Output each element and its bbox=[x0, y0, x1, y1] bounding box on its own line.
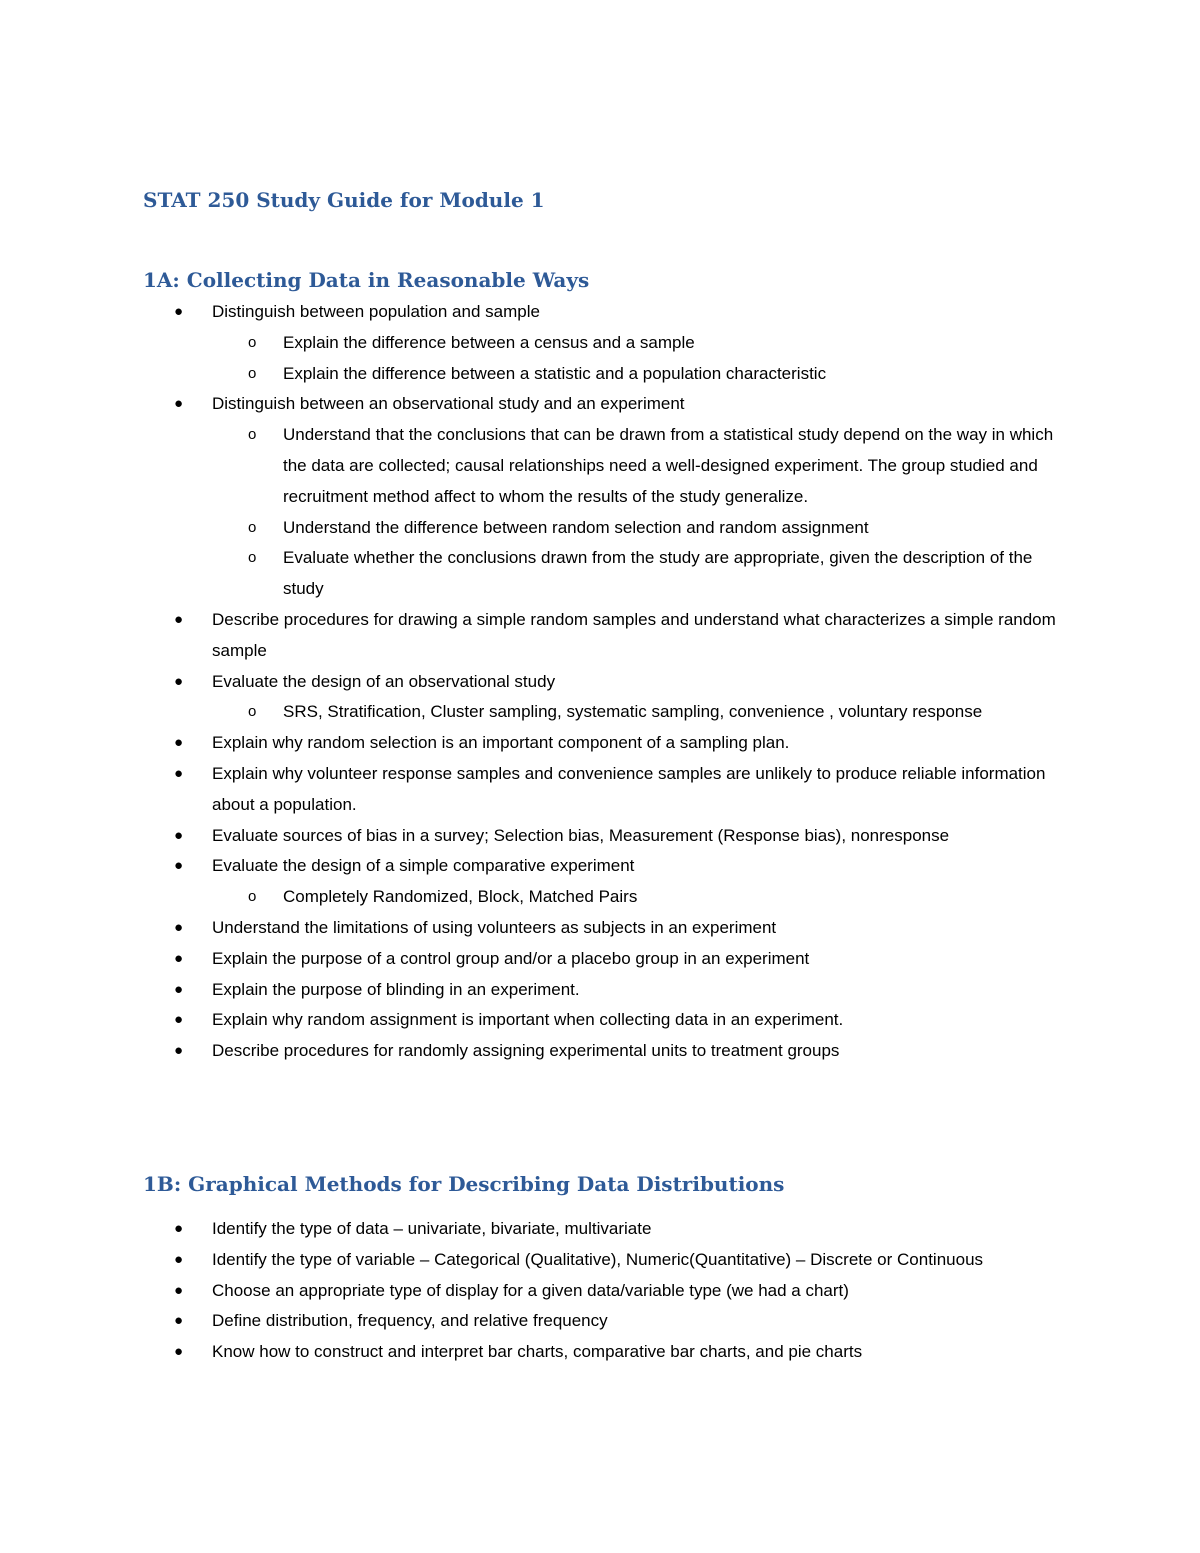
list-item bbox=[0, 1214, 1062, 1245]
sub-list-item bbox=[0, 359, 1062, 390]
bullet-icon: ● bbox=[174, 980, 184, 998]
list-item bbox=[0, 851, 1062, 882]
list-item-text: Explain the purpose of a control group and/or a placebo group in an experiment bbox=[212, 948, 810, 968]
bullet-icon: ● bbox=[174, 1011, 184, 1029]
list-item-text: Evaluate the design of an observational study bbox=[212, 671, 556, 691]
list-item bbox=[0, 297, 1062, 328]
list-item-text: Understand that the conclusions that can be drawn from a statistical study depend on the way in which the data are collected; causal relationships need a well-designed experiment. The group studied and recruitment method affect to whom the results of the study generalize. bbox=[283, 425, 1054, 506]
list-item-text: Describe procedures for drawing a simple random samples and understand what characterizes a simple random sample bbox=[212, 609, 1056, 660]
list-item-text: Explain the difference between a statistic and a population characteristic bbox=[283, 363, 827, 383]
bullet-icon: ● bbox=[174, 826, 184, 844]
bullet-icon: ● bbox=[174, 610, 184, 628]
list-item-text: Distinguish between an observational study and an experiment bbox=[212, 394, 685, 414]
list-item bbox=[0, 821, 1062, 852]
bullet-icon: ● bbox=[174, 1220, 184, 1237]
section-1b-list bbox=[0, 1214, 1062, 1368]
bullet-icon: ● bbox=[174, 918, 184, 936]
bullet-icon: ● bbox=[174, 1343, 184, 1361]
list-item-text: SRS, Stratification, Cluster sampling, systematic sampling, convenience , voluntary response bbox=[283, 702, 983, 722]
sub-list-item bbox=[0, 328, 1062, 359]
sub-bullet-icon: o bbox=[248, 703, 257, 721]
list-item-text: Evaluate sources of bias in a survey; Selection bias, Measurement (Response bias), nonresponse bbox=[212, 825, 950, 845]
list-item bbox=[0, 1306, 1062, 1337]
list-item bbox=[0, 1337, 1062, 1368]
bullet-icon: ● bbox=[174, 764, 184, 782]
list-item-text: Choose an appropriate type of display for a given data/variable type (we had a chart) bbox=[212, 1280, 849, 1300]
list-item-text: Identify the type of data – univariate, bivariate, multivariate bbox=[212, 1219, 652, 1238]
bullet-icon: ● bbox=[174, 949, 184, 967]
sub-bullet-icon: o bbox=[248, 426, 257, 444]
document-title: STAT 250 Study Guide for Module 1 bbox=[143, 188, 545, 212]
sub-list-item bbox=[0, 697, 1062, 728]
section-1a-list bbox=[0, 297, 1062, 1067]
sub-bullet-icon: o bbox=[248, 364, 257, 382]
sub-bullet-icon: o bbox=[248, 549, 257, 567]
bullet-icon: ● bbox=[174, 303, 184, 320]
list-item-text: Explain why random selection is an important component of a sampling plan. bbox=[212, 733, 790, 753]
sub-bullet-icon: o bbox=[248, 888, 257, 906]
sub-list-item bbox=[0, 513, 1062, 544]
list-item bbox=[0, 1005, 1062, 1036]
list-item bbox=[0, 975, 1062, 1006]
bullet-icon: ● bbox=[174, 1250, 184, 1268]
list-item bbox=[0, 759, 1062, 821]
list-item-text: Describe procedures for randomly assigning experimental units to treatment groups bbox=[212, 1041, 840, 1061]
sub-list-item bbox=[0, 882, 1062, 913]
bullet-icon: ● bbox=[174, 1042, 184, 1060]
section-1a-title: 1A: Collecting Data in Reasonable Ways bbox=[143, 268, 590, 292]
bullet-icon: ● bbox=[174, 734, 184, 752]
list-item-text: Know how to construct and interpret bar charts, comparative bar charts, and pie charts bbox=[212, 1342, 863, 1362]
list-item-text: Define distribution, frequency, and relative frequency bbox=[212, 1311, 608, 1331]
bullet-icon: ● bbox=[174, 1281, 184, 1299]
list-item bbox=[0, 1245, 1062, 1276]
list-item-text: Completely Randomized, Block, Matched Pairs bbox=[283, 887, 638, 907]
list-item bbox=[0, 728, 1062, 759]
list-item bbox=[0, 1036, 1062, 1067]
sub-bullet-icon: o bbox=[248, 518, 257, 536]
list-item bbox=[0, 1276, 1062, 1307]
list-item bbox=[0, 667, 1062, 698]
list-item-text: Explain the difference between a census and a sample bbox=[283, 332, 695, 352]
list-item bbox=[0, 944, 1062, 975]
bullet-icon: ● bbox=[174, 1312, 184, 1330]
sub-list-item bbox=[0, 420, 1062, 512]
bullet-icon: ● bbox=[174, 857, 184, 875]
bullet-icon: ● bbox=[174, 395, 184, 413]
bullet-icon: ● bbox=[174, 672, 184, 690]
sub-bullet-icon: o bbox=[248, 333, 257, 351]
list-item-text: Distinguish between population and sample bbox=[212, 302, 540, 321]
section-1b-title: 1B: Graphical Methods for Describing Data Distributions bbox=[143, 1172, 785, 1196]
list-item-text: Evaluate the design of a simple comparative experiment bbox=[212, 856, 635, 876]
sub-list-item bbox=[0, 543, 1062, 605]
list-item bbox=[0, 913, 1062, 944]
list-item-text: Understand the difference between random selection and random assignment bbox=[283, 517, 869, 537]
list-item-text: Explain why volunteer response samples and convenience samples are unlikely to produce reliable information about a population. bbox=[212, 763, 1046, 814]
list-item bbox=[0, 389, 1062, 420]
list-item-text: Identify the type of variable – Categorical (Qualitative), Numeric(Quantitative) – Discrete or Continuous bbox=[212, 1249, 984, 1269]
list-item-text: Evaluate whether the conclusions drawn from the study are appropriate, given the description of the study bbox=[283, 548, 1033, 599]
list-item-text: Explain why random assignment is important when collecting data in an experiment. bbox=[212, 1010, 844, 1030]
list-item-text: Explain the purpose of blinding in an experiment. bbox=[212, 979, 580, 999]
list-item bbox=[0, 605, 1062, 667]
list-item-text: Understand the limitations of using volunteers as subjects in an experiment bbox=[212, 917, 777, 937]
